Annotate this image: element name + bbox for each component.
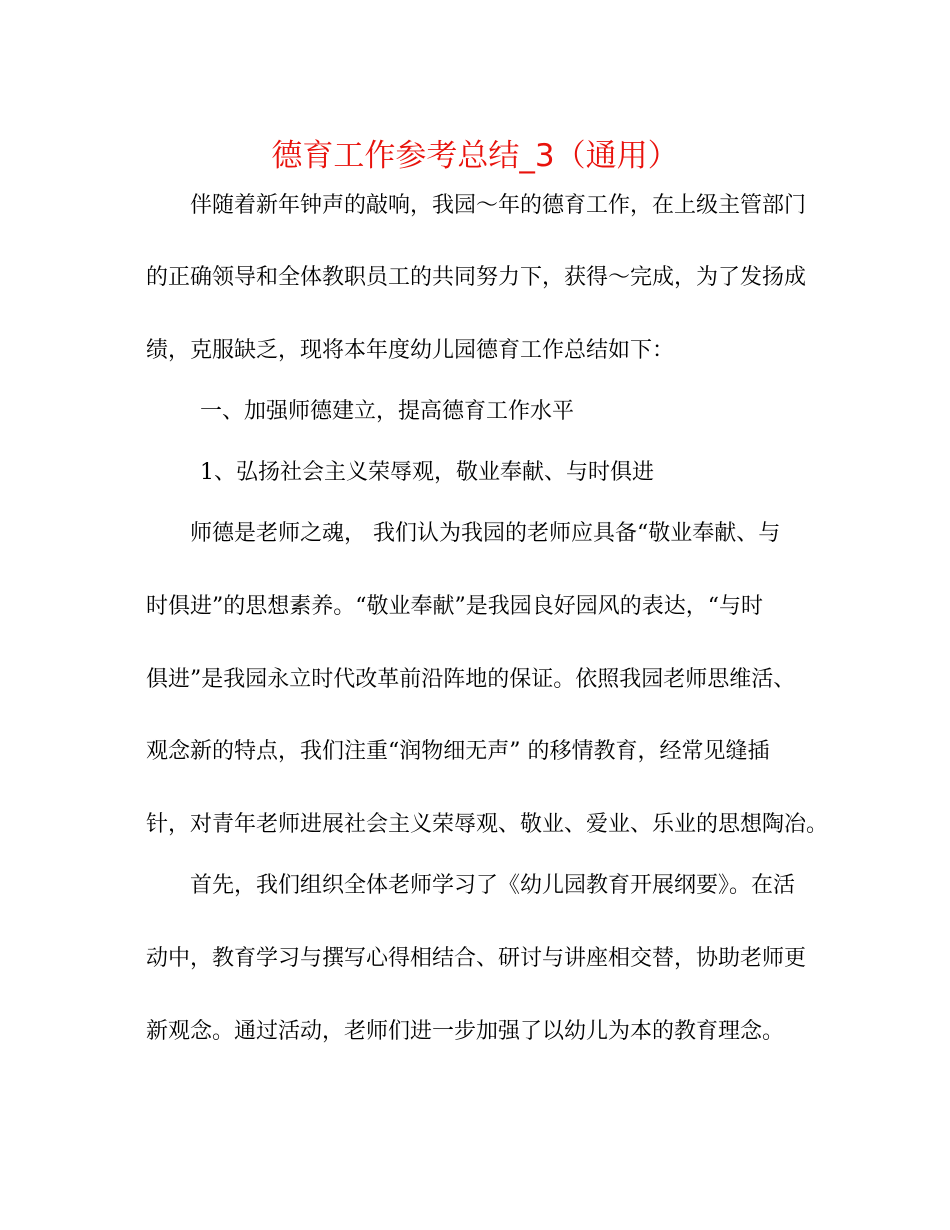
paragraph-line: 俱进”是我园永立时代改革前沿阵地的保证。依照我园老师思维活、	[146, 667, 796, 692]
section-heading: 一、加强师德建立，提高德育工作水平	[200, 399, 575, 424]
paragraph-line: 绩，克服缺乏，现将本年度幼儿园德育工作总结如下：	[146, 338, 675, 363]
paragraph-line: 伴随着新年钟声的敲响，我园～年的德育工作，在上级主管部门	[190, 193, 807, 218]
paragraph-line: 新观念。通过活动，老师们进一步加强了以幼儿为本的教育理念。	[146, 1019, 785, 1044]
paragraph-line: 时俱进”的思想素养。“敬业奉献”是我园良好园风的表达，“与时	[146, 594, 763, 619]
paragraph-line: 师德是老师之魂， 我们认为我园的老师应具备“敬业奉献、与	[190, 521, 781, 546]
subsection-heading: 1、弘扬社会主义荣辱观，敬业奉献、与时俱进	[200, 460, 654, 485]
paragraph-line: 观念新的特点，我们注重“润物细无声” 的移情教育，经常见缝插	[146, 739, 770, 764]
paragraph-line: 动中，教育学习与撰写心得相结合、研讨与讲座相交替，协助老师更	[146, 946, 807, 971]
paragraph-line: 的正确领导和全体教职员工的共同努力下，获得～完成，为了发扬成	[146, 265, 807, 290]
paragraph-line: 首先，我们组织全体老师学习了《幼儿园教育开展纲要》。在活	[190, 873, 796, 898]
paragraph-line: 针，对青年老师进展社会主义荣辱观、敬业、爱业、乐业的思想陶冶。	[146, 812, 829, 837]
document-title: 德育工作参考总结_3（通用）	[271, 138, 679, 174]
